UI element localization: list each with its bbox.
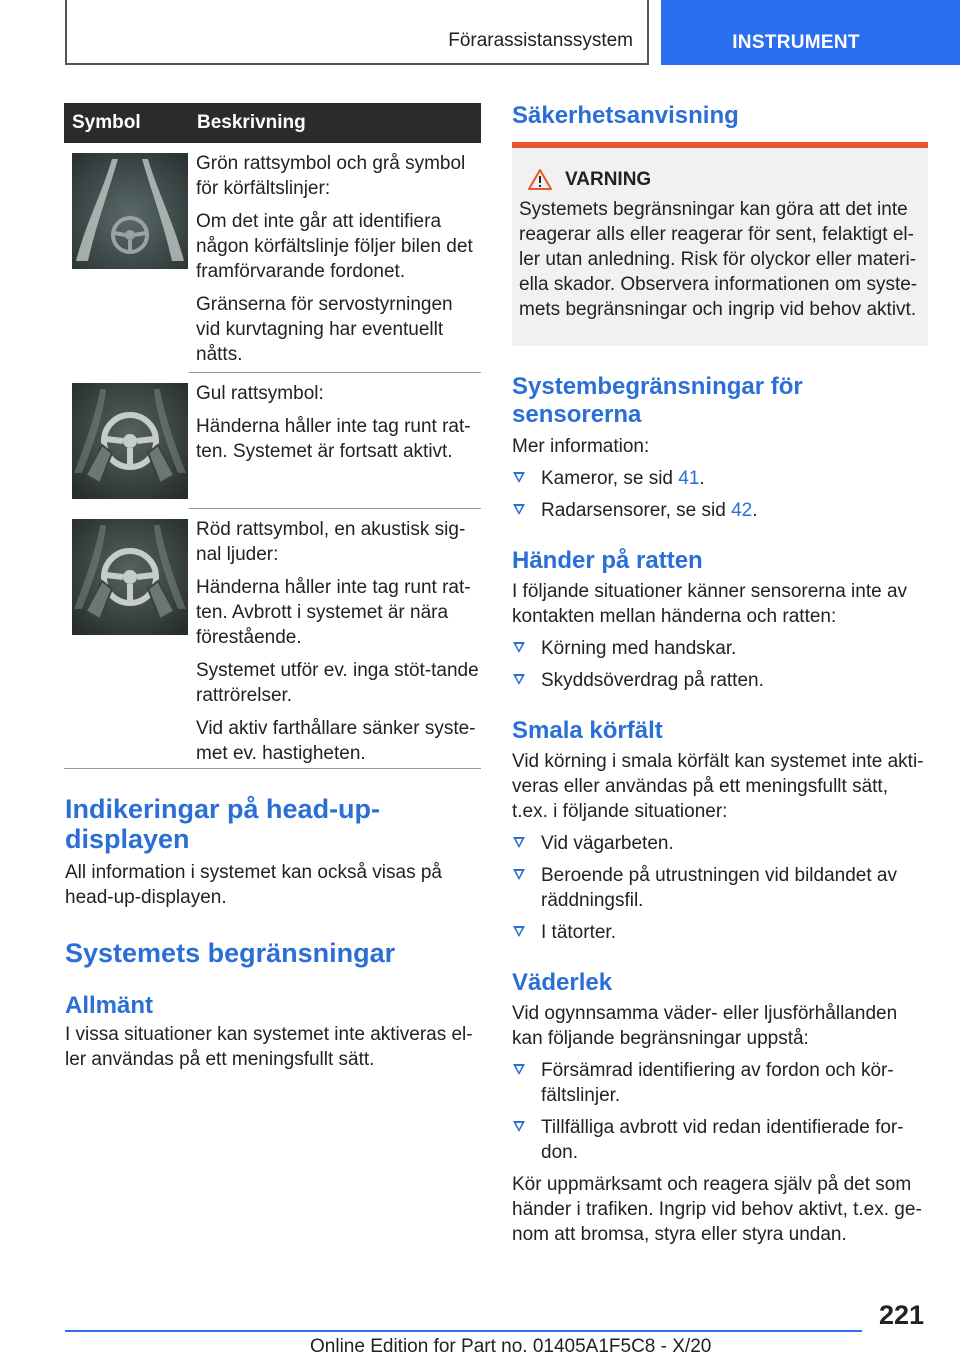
- list-item: [512, 863, 928, 913]
- left-column-lower: [65, 794, 481, 1072]
- page-link[interactable]: 41: [678, 468, 700, 489]
- safety-heading: Säkerhetsanvisning: [512, 102, 739, 129]
- table-row: [64, 373, 481, 509]
- chapter-tab[interactable]: [661, 0, 960, 65]
- list-item-text: I tätorter.: [541, 922, 616, 943]
- steering-wheel-hands-icon: [72, 519, 188, 635]
- weather-text: Vid ogynnsamma väder- eller ljusförhållanden kan följande begränsningar uppstå:: [512, 1003, 898, 1049]
- list-item: [512, 636, 928, 661]
- warning-text: Systemets begränsningar kan göra att det inte reagerar alls eller reagerar för sent, felaktigt el-ler utan anledning. Risk för olyckor eller materi-ella skador. Observera informationen om syste-mets begränsningar och ingrip vid behov aktivt.: [519, 199, 918, 320]
- description-line: Grön rattsymbol och grå symbol för körfältslinjer:: [196, 153, 466, 199]
- list-item: [512, 498, 928, 523]
- description-line: Händerna håller inte tag runt rat-ten. Systemet är fortsatt aktivt.: [196, 416, 471, 462]
- bullet-triangle-icon: [513, 674, 525, 685]
- description-cell: [189, 373, 481, 509]
- sensor-intro: Mer information:: [512, 436, 650, 457]
- symbol-table: [64, 103, 481, 769]
- steering-wheel-lane-lines-icon: [72, 153, 188, 269]
- hands-list: [512, 636, 928, 693]
- general-text: I vissa situationer kan systemet inte aktiveras el-ler användas på ett meningsfullt sätt.: [65, 1024, 473, 1070]
- warning-label: VARNING: [565, 168, 652, 190]
- safety-section: [512, 102, 928, 130]
- list-item: [512, 668, 928, 693]
- column-header-description: Beskrivning: [197, 112, 306, 133]
- hands-heading: Händer på ratten: [512, 547, 703, 574]
- narrow-lanes-text: Vid körning i smala körfält kan systemet inte akti-veras eller användas på ett meningsfullt sätt, t.ex. i följande situationer:: [512, 751, 924, 822]
- list-item-text: Kameror, se sid: [541, 468, 679, 489]
- list-item-text: Körning med handskar.: [541, 638, 737, 659]
- chapter-tab-label: INSTRUMENT: [732, 32, 860, 53]
- list-item-text: Tillfälliga avbrott vid redan identifierade for-don.: [541, 1117, 904, 1163]
- sensor-heading: Systembegränsningar för sensorerna: [512, 373, 803, 428]
- description-line: Vid aktiv farthållare sänker syste-met ev. hastigheten.: [196, 718, 476, 764]
- description-cell: [189, 509, 481, 769]
- bullet-triangle-icon: [513, 837, 525, 848]
- description-cell: [189, 143, 481, 373]
- list-item: [512, 1058, 928, 1108]
- bullet-triangle-icon: [513, 926, 525, 937]
- steering-wheel-hands-icon: [72, 383, 188, 499]
- bullet-triangle-icon: [513, 869, 525, 880]
- list-item-text: Vid vägarbeten.: [541, 833, 674, 854]
- page-number: 221: [878, 1300, 924, 1330]
- description-line: Om det inte går att identifiera någon körfältslinje följer bilen det framförvarande fordonet.: [196, 211, 473, 282]
- warning-header: [527, 168, 920, 191]
- bullet-triangle-icon: [513, 642, 525, 653]
- list-item: [512, 1115, 928, 1165]
- limits-heading: Systemets begränsningar: [65, 938, 396, 968]
- table-row: [64, 509, 481, 769]
- list-item-text: Beroende på utrustningen vid bildandet av räddningsfil.: [541, 865, 897, 911]
- header-section-box: [65, 0, 649, 65]
- table-header: [64, 103, 481, 143]
- edition-text: Online Edition for Part no. 01405A1F5C8 - X/20: [310, 1336, 712, 1357]
- description-line: Systemet utför ev. inga stöt-tande rattrörelser.: [196, 660, 479, 706]
- bullet-triangle-icon: [513, 472, 525, 483]
- table-row: [64, 143, 481, 373]
- list-item-text: Radarsensorer, se sid: [541, 500, 732, 521]
- warning-box: [512, 148, 928, 346]
- weather-heading: Väderlek: [512, 969, 613, 996]
- description-line: Gul rattsymbol:: [196, 383, 324, 404]
- hud-text: All information i systemet kan också visas på head-up-displayen.: [65, 862, 442, 908]
- warning-triangle-icon: [527, 168, 553, 191]
- weather-closing: Kör uppmärksamt och reagera själv på det som händer i trafiken. Ingrip vid behov aktivt, t.ex. ge-nom att bromsa, styra eller styra undan.: [512, 1174, 922, 1245]
- general-heading: Allmänt: [65, 992, 154, 1019]
- bullet-triangle-icon: [513, 1121, 525, 1132]
- narrow-lanes-list: [512, 831, 928, 945]
- page-link[interactable]: 42: [731, 500, 753, 521]
- list-item: [512, 920, 928, 945]
- right-column-lower: [512, 373, 928, 1247]
- column-header-symbol: Symbol: [72, 112, 141, 133]
- hud-heading: Indikeringar på head-up-displayen: [65, 794, 381, 854]
- list-item: [512, 831, 928, 856]
- symbol-cell: [64, 143, 189, 373]
- list-item-text: Försämrad identifiering av fordon och kör-fältslinjer.: [541, 1060, 894, 1106]
- hands-text: I följande situationer känner sensorerna inte av kontakten mellan händerna och ratten:: [512, 581, 908, 627]
- list-item-tail: .: [752, 500, 758, 521]
- bullet-triangle-icon: [513, 1064, 525, 1075]
- section-title: Förarassistanssystem: [448, 30, 633, 51]
- description-line: Gränserna för servostyrningen vid kurvtagning har eventuellt nåtts.: [196, 294, 453, 365]
- list-item-text: Skyddsöverdrag på ratten.: [541, 670, 764, 691]
- narrow-lanes-heading: Smala körfält: [512, 717, 663, 744]
- bullet-triangle-icon: [513, 504, 525, 515]
- symbol-cell: [64, 373, 189, 509]
- list-item: [512, 466, 928, 491]
- list-item-tail: .: [699, 468, 705, 489]
- footer-rule: [65, 1330, 862, 1332]
- symbol-cell: [64, 509, 189, 769]
- weather-list: [512, 1058, 928, 1165]
- sensor-list: [512, 466, 928, 523]
- description-line: Röd rattsymbol, en akustisk sig-nal ljuder:: [196, 519, 466, 565]
- description-line: Händerna håller inte tag runt rat-ten. Avbrott i systemet är nära förestående.: [196, 577, 471, 648]
